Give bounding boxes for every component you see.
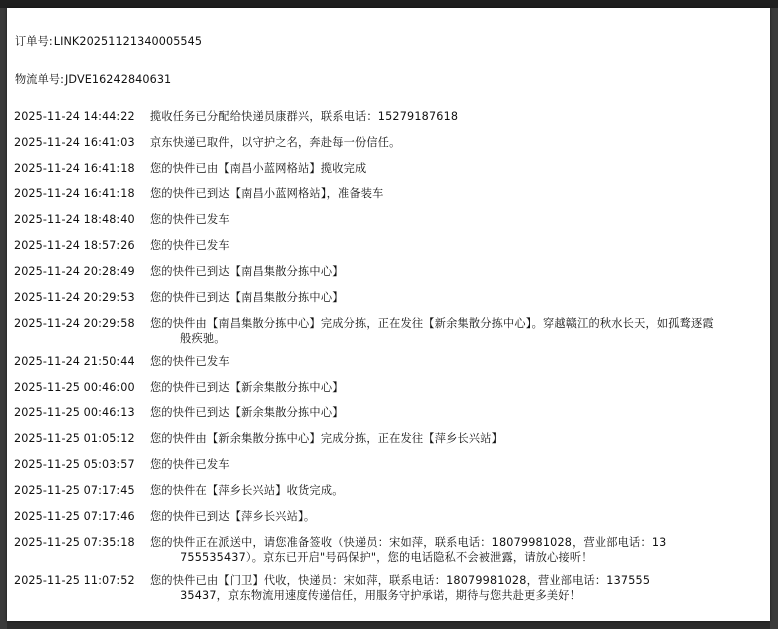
record-time: 2025-11-25 00:46:00 [14, 381, 135, 394]
record-description: 您的快件由【南昌集散分拣中心】完成分拣，正在发往【新余集散分拣中心】。穿越赣江的秋水长天，如孤鹜逐霞 般疾驰。 [150, 317, 714, 345]
background-window-edge-left [0, 8, 7, 629]
waybill-number-line [15, 71, 171, 87]
order-number-line [15, 33, 202, 49]
background-window-edge-right [770, 8, 778, 629]
record-description: 您的快件已发车 [150, 355, 230, 368]
record-time: 2025-11-24 16:41:18 [14, 162, 135, 175]
record-description: 京东快递已取件，以守护之名，奔赴每一份信任。 [150, 136, 401, 149]
waybill-number-label: 物流单号: [15, 73, 65, 86]
record-time: 2025-11-25 11:07:52 [14, 574, 135, 587]
record-time: 2025-11-24 14:44:22 [14, 110, 135, 123]
record-time: 2025-11-24 20:29:53 [14, 291, 135, 304]
record-description: 您的快件已到达【萍乡长兴站】。 [150, 510, 316, 523]
record-description: 揽收任务已分配给快递员康群兴，联系电话：15279187618 [150, 110, 459, 123]
record-description: 您的快件已由【南昌小蓝网格站】揽收完成 [150, 162, 367, 175]
record-description: 您的快件已到达【新余集散分拣中心】 [150, 381, 344, 394]
record-description: 您的快件已到达【新余集散分拣中心】 [150, 406, 344, 419]
record-time: 2025-11-24 16:41:03 [14, 136, 135, 149]
record-description: 您的快件已到达【南昌集散分拣中心】 [150, 291, 344, 304]
record-time: 2025-11-25 07:35:18 [14, 536, 135, 549]
record-time: 2025-11-25 01:05:12 [14, 432, 135, 445]
logistics-detail-panel [7, 8, 770, 621]
record-time: 2025-11-24 16:41:18 [14, 187, 135, 200]
record-description: 您的快件正在派送中，请您准备签收（快递员：宋如萍，联系电话：18079981028，营业部电话：13 755535437）。京东已开启"号码保护"，您的电话隐私不会被泄露，请放心接听！ [150, 536, 667, 564]
record-description: 您的快件已发车 [150, 239, 230, 252]
record-time: 2025-11-25 00:46:13 [14, 406, 135, 419]
record-description: 您的快件已发车 [150, 458, 230, 471]
waybill-number-value: JDVE16242840631 [65, 73, 172, 86]
record-time: 2025-11-25 07:17:46 [14, 510, 135, 523]
record-description: 您的快件由【新余集散分拣中心】完成分拣，正在发往【萍乡长兴站】 [150, 432, 504, 445]
record-time: 2025-11-25 05:03:57 [14, 458, 135, 471]
record-time: 2025-11-24 21:50:44 [14, 355, 135, 368]
record-description: 您的快件已到达【南昌集散分拣中心】 [150, 265, 344, 278]
order-number-label: 订单号: [15, 35, 53, 48]
record-time: 2025-11-24 20:28:49 [14, 265, 135, 278]
record-time: 2025-11-25 07:17:45 [14, 484, 135, 497]
record-description: 您的快件已由【门卫】代收，快递员：宋如萍，联系电话：18079981028，营业部电话：137555 35437，京东物流用速度传递信任，用服务守护承诺，期待与您共赴更多美好！ [150, 574, 651, 602]
record-time: 2025-11-24 18:57:26 [14, 239, 135, 252]
record-time: 2025-11-24 18:48:40 [14, 213, 135, 226]
order-number-value: LINK20251121340005545 [53, 35, 203, 48]
record-description: 您的快件已发车 [150, 213, 230, 226]
record-description: 您的快件在【萍乡长兴站】收货完成。 [150, 484, 344, 497]
record-description: 您的快件已到达【南昌小蓝网格站】，准备装车 [150, 187, 384, 200]
record-time: 2025-11-24 20:29:58 [14, 317, 135, 330]
